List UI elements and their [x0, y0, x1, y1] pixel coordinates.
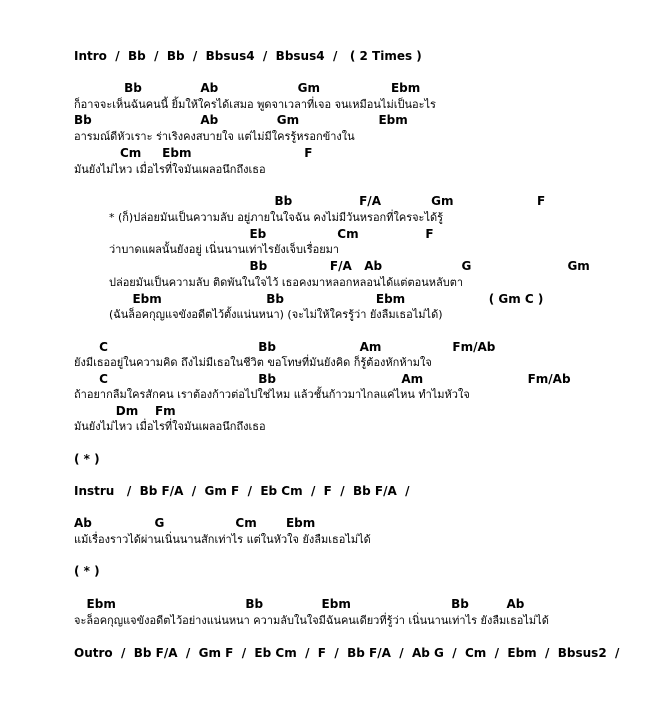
chorus-marker: ( * )	[74, 564, 100, 578]
chord-line: Ebm Bb Ebm Bb Ab	[74, 597, 525, 611]
lyric-line: ปล่อยมันเป็นความลับ ติดพันในใจไว้ เธอคงมาหลอกหลอนได้แต่ตอนหลับตา	[74, 276, 464, 289]
instrumental-line: Instru / Bb F/A / Gm F / Eb Cm / F / Bb F/A /	[74, 484, 410, 498]
lyric-line: ก็อาจจะเห็นฉันคนนี้ ยิ้มให้ใครได้เสมอ พูดจาเวลาที่เจอ จนเหมือนไม่เป็นอะไร	[74, 98, 436, 111]
lyric-line: * (ก็)ปล่อยมันเป็นความลับ อยู่ภายในใจฉัน คงไม่มีวันหรอกที่ใครจะได้รู้	[74, 211, 444, 224]
lyric-line: แม้เรื่องราวได้ผ่านเนิ่นนานสักเท่าไร แต่ในหัวใจ ยังลืมเธอไม่ได้	[74, 533, 371, 546]
lyric-line: มันยังไม่ไหว เมื่อไรที่ใจมันเผลอนึกถึงเธอ	[74, 420, 266, 433]
lyric-line: ถ้าอยากลืมใครสักคน เราต้องก้าวต่อไปใช่ไหม แล้วชั้นก้าวมาไกลแค่ไหน ทำไมหัวใจ	[74, 388, 470, 401]
chord-line: C Bb Am Fm/Ab	[74, 340, 496, 354]
lyric-line: มันยังไม่ไหว เมื่อไรที่ใจมันเผลอนึกถึงเธอ	[74, 163, 266, 176]
lyric-line: ยังมีเธออยู่ในความคิด ถึงไม่มีเธอในชีวิต ขอโทษที่มันยังคิด ก็รู้ต้องหักห้ามใจ	[74, 356, 432, 369]
lyric-line: จะล็อคกุญแจขังอดีตไว้อย่างแน่นหนา ความลับในใจมีฉันคนเดียวที่รู้ว่า เนิ่นนานเท่าไร ยังลืมเธอไม่ได้	[74, 614, 549, 627]
chord-line: C Bb Am Fm/Ab	[74, 372, 571, 386]
chord-line: Dm Fm	[74, 404, 176, 418]
chorus-marker: ( * )	[74, 452, 100, 466]
chord-line: Bb Ab Gm Ebm	[74, 113, 408, 127]
chord-line: Bb Ab Gm Ebm	[74, 81, 421, 95]
chord-line: Ebm Bb Ebm ( Gm C )	[74, 292, 544, 306]
lyric-line: ว่าบาดแผลนั้นยังอยู่ เนิ่นนานเท่าไรยังเจ็บเรื่อยมา	[74, 243, 340, 256]
outro-line: Outro / Bb F/A / Gm F / Eb Cm / F / Bb F/A / Ab G / Cm / Ebm / Bbsus2 /	[74, 646, 620, 660]
lyric-line: อารมณ์ดีหัวเราะ ร่าเริงคงสบายใจ แต่ไม่มีใครรู้หรอกข้างใน	[74, 130, 355, 143]
lyric-line: (ฉันล็อคกุญแจขังอดีตไว้ตั้งแน่นหนา) (จะไม่ให้ใครรู้ว่า ยังลืมเธอไม่ได้)	[74, 308, 443, 321]
intro-line: Intro / Bb / Bb / Bbsus4 / Bbsus4 / ( 2 Times )	[74, 49, 422, 63]
chord-line: Bb F/A Ab G Gm	[74, 259, 590, 273]
chord-line: Ab G Cm Ebm	[74, 516, 316, 530]
chord-line: Bb F/A Gm F	[74, 194, 546, 208]
chord-line: Eb Cm F	[74, 227, 434, 241]
chord-line: Cm Ebm F	[74, 146, 313, 160]
